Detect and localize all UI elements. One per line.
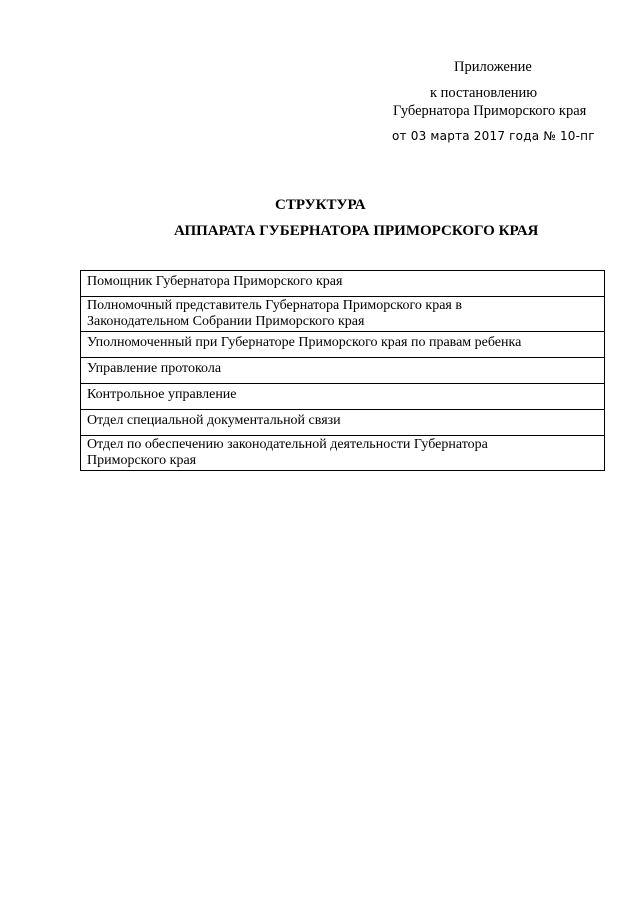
table-cell <box>81 358 605 384</box>
resolution-date-number: от 03 марта 2017 года № 10-пг <box>392 129 595 143</box>
table-cell <box>81 384 605 410</box>
resolution-reference: к постановлению <box>430 85 538 101</box>
table-row <box>81 384 605 410</box>
unit-name: Помощник Губернатора Приморского края <box>87 274 343 289</box>
table-row <box>81 297 605 332</box>
table-row <box>81 271 605 297</box>
unit-name-continued: Законодательном Собрании Приморского края <box>87 314 365 329</box>
document-subtitle: АППАРАТА ГУБЕРНАТОРА ПРИМОРСКОГО КРАЯ <box>174 223 539 239</box>
document-title: СТРУКТУРА <box>275 197 366 213</box>
unit-name-continued: Приморского края <box>87 453 197 468</box>
table-row <box>81 436 605 471</box>
table-cell <box>81 271 605 297</box>
table-cell <box>81 436 605 471</box>
unit-name: Отдел по обеспечению законодательной деятельности Губернатора <box>87 437 488 452</box>
issuer-name: Губернатора Приморского края <box>393 103 587 119</box>
appendix-label: Приложение <box>454 59 532 75</box>
unit-name: Управление протокола <box>87 361 222 376</box>
table-cell <box>81 297 605 332</box>
unit-name: Полномочный представитель Губернатора Приморского края в <box>87 298 462 313</box>
table-row <box>81 332 605 358</box>
table-row <box>81 358 605 384</box>
unit-name: Уполномоченный при Губернаторе Приморского края по правам ребенка <box>87 335 522 350</box>
table-cell <box>81 410 605 436</box>
table-cell <box>81 332 605 358</box>
structure-table <box>80 270 605 471</box>
unit-name: Отдел специальной документальной связи <box>87 413 341 428</box>
unit-name: Контрольное управление <box>87 387 237 402</box>
table-row <box>81 410 605 436</box>
